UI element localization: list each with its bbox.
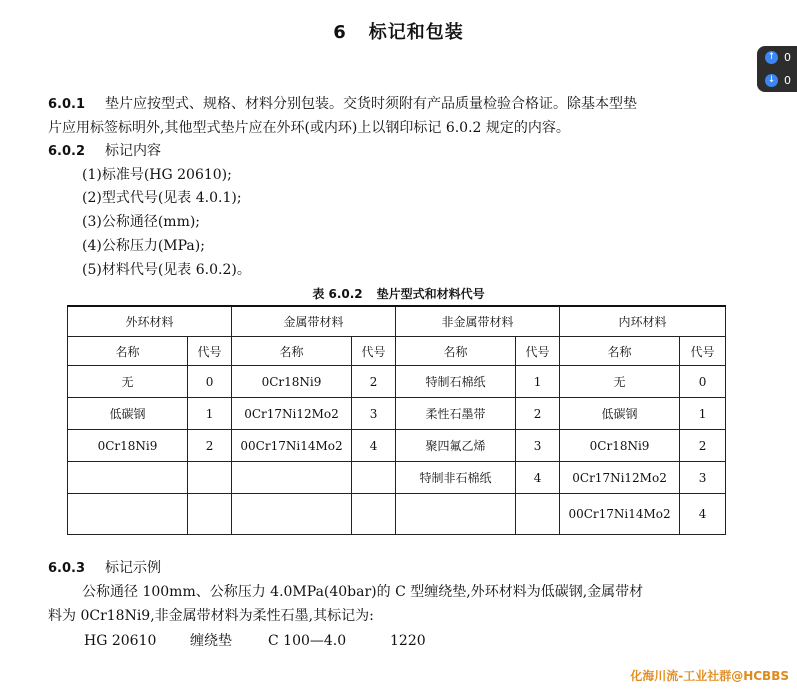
clause-603-title: 标记示例 <box>105 560 162 576</box>
download-value: 0 <box>784 74 791 87</box>
table-cell <box>352 462 396 494</box>
table-cell: 2 <box>188 430 232 462</box>
marking-item: (4)公称压力(MPa); <box>82 238 205 254</box>
table-cell: 0Cr18Ni9 <box>560 430 680 462</box>
table-cell: 0Cr18Ni9 <box>68 430 188 462</box>
table-cell: 0 <box>188 366 232 398</box>
clause-602-number: 6.0.2 <box>48 144 86 159</box>
chapter-number: 6 <box>333 22 347 43</box>
table-cell: 00Cr17Ni14Mo2 <box>232 430 352 462</box>
table-row <box>68 494 726 535</box>
table-cell: 2 <box>516 398 560 430</box>
code-header: 代号 <box>680 337 726 366</box>
table-cell: 0Cr18Ni9 <box>232 366 352 398</box>
table-cell: 4 <box>352 430 396 462</box>
table-cell: 00Cr17Ni14Mo2 <box>560 494 680 535</box>
table-cell: 特制非石棉纸 <box>396 462 516 494</box>
table-cell: 低碳钢 <box>68 398 188 430</box>
table-cell: 0Cr17Ni12Mo2 <box>560 462 680 494</box>
upload-speed[interactable] <box>757 46 797 69</box>
table-cell: 低碳钢 <box>560 398 680 430</box>
chapter-title: 标记和包装 <box>368 22 464 43</box>
example-spec: C 100—4.0 <box>268 633 347 649</box>
marking-item: (2)型式代号(见表 4.0.1); <box>82 190 242 206</box>
clause-602-title: 标记内容 <box>105 143 162 159</box>
example-type: 缠绕垫 <box>190 633 232 649</box>
group-header-inner-ring: 内环材料 <box>560 306 726 337</box>
table-cell: 3 <box>680 462 726 494</box>
table-cell: 无 <box>560 366 680 398</box>
clause-603-number: 6.0.3 <box>48 561 86 576</box>
group-header-nonmetal-strip: 非金属带材料 <box>396 306 560 337</box>
table-cell <box>232 462 352 494</box>
table-row <box>68 398 726 430</box>
table-cell <box>68 462 188 494</box>
table-cell: 0Cr17Ni12Mo2 <box>232 398 352 430</box>
clause-601-number: 6.0.1 <box>48 97 86 112</box>
name-header: 名称 <box>560 337 680 366</box>
table-caption <box>0 285 797 302</box>
table-cell <box>232 494 352 535</box>
table-cell: 3 <box>352 398 396 430</box>
arrow-up-icon: ↑ <box>765 51 778 64</box>
table-cell: 2 <box>680 430 726 462</box>
code-header: 代号 <box>352 337 396 366</box>
clause-603-line1: 公称通径 100mm、公称压力 4.0MPa(40bar)的 C 型缠绕垫,外环材料为低碳钢,金属带材 <box>82 584 644 600</box>
table-row <box>68 366 726 398</box>
clause-601-line1: 6.0.1 垫片应按型式、规格、材料分别包装。交货时须附有产品质量检验合格证。除基本型垫 <box>48 96 638 112</box>
marking-item: (5)材料代号(见表 6.0.2)。 <box>82 262 251 278</box>
name-header: 名称 <box>232 337 352 366</box>
example-standard: HG 20610 <box>84 633 157 649</box>
arrow-down-icon: ↓ <box>765 74 778 87</box>
upload-value: 0 <box>784 51 791 64</box>
table-cell: 4 <box>680 494 726 535</box>
code-header: 代号 <box>188 337 232 366</box>
table-cell: 柔性石墨带 <box>396 398 516 430</box>
group-header-metal-strip: 金属带材料 <box>232 306 396 337</box>
code-header: 代号 <box>516 337 560 366</box>
table-cell <box>68 494 188 535</box>
table-cell: 3 <box>516 430 560 462</box>
clause-603-line2: 料为 0Cr18Ni9,非金属带材料为柔性石墨,其标记为: <box>48 608 374 624</box>
table-row <box>68 462 726 494</box>
clause-603-heading <box>48 557 161 577</box>
table-cell: 4 <box>516 462 560 494</box>
name-header: 名称 <box>68 337 188 366</box>
table-cell: 1 <box>516 366 560 398</box>
table-number: 表 6.0.2 <box>312 287 363 301</box>
table-cell: 特制石棉纸 <box>396 366 516 398</box>
table-cell: 聚四氟乙烯 <box>396 430 516 462</box>
table-cell <box>188 462 232 494</box>
table-cell <box>516 494 560 535</box>
table-cell: 1 <box>188 398 232 430</box>
table-cell <box>396 494 516 535</box>
table-cell: 0 <box>680 366 726 398</box>
table-cell <box>352 494 396 535</box>
clause-601-line2: 片应用标签标明外,其他型式垫片应在外环(或内环)上以钢印标记 6.0.2 规定的内容。 <box>48 120 570 136</box>
table-cell: 1 <box>680 398 726 430</box>
example-code: 1220 <box>390 633 426 649</box>
download-speed[interactable] <box>757 69 797 92</box>
marking-item: (1)标准号(HG 20610); <box>82 167 232 183</box>
page-title <box>0 18 797 44</box>
floating-side-widget[interactable] <box>757 46 797 92</box>
clause-602-heading <box>48 140 161 160</box>
group-header-outer-ring: 外环材料 <box>68 306 232 337</box>
name-header: 名称 <box>396 337 516 366</box>
table-cell <box>188 494 232 535</box>
watermark: 化海川流-工业社群@HCBBS <box>630 669 789 683</box>
table-cell: 2 <box>352 366 396 398</box>
material-code-table <box>67 305 726 535</box>
marking-example <box>84 630 426 650</box>
table-row <box>68 430 726 462</box>
marking-item: (3)公称通径(mm); <box>82 214 201 230</box>
table-title: 垫片型式和材料代号 <box>376 287 485 301</box>
table-cell: 无 <box>68 366 188 398</box>
